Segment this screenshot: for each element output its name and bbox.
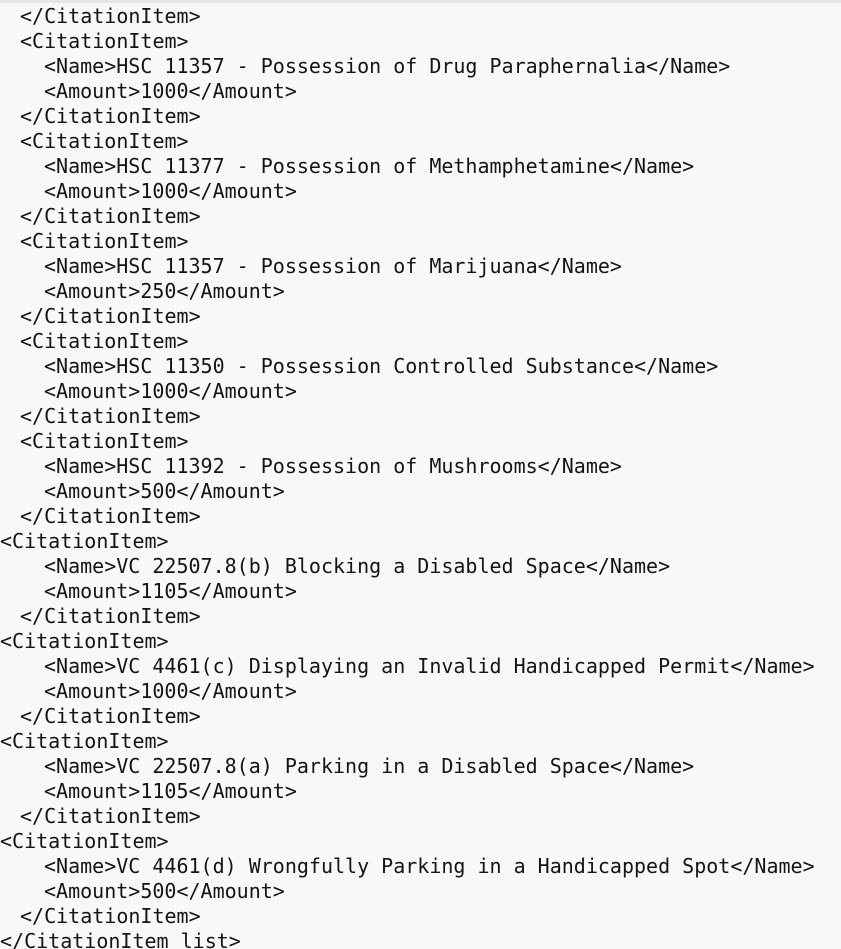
xml-line: </CitationItem> xyxy=(20,604,201,628)
xml-line: <Name>HSC 11350 - Possession Controlled Substance</Name> xyxy=(44,354,719,378)
xml-line: <CitationItem> xyxy=(20,229,189,253)
xml-line: </CitationItem> xyxy=(20,904,201,928)
xml-line: <Name>HSC 11357 - Possession of Marijuana</Name> xyxy=(44,254,622,278)
xml-line: <Name>HSC 11377 - Possession of Methamphetamine</Name> xyxy=(44,154,695,178)
xml-line: <Amount>1000</Amount> xyxy=(44,379,297,403)
xml-line: <CitationItem> xyxy=(20,129,189,153)
xml-line: </CitationItem> xyxy=(20,804,201,828)
xml-line: <Amount>1105</Amount> xyxy=(44,579,297,603)
xml-line: </CitationItem> xyxy=(20,704,201,728)
xml-line: </CitationItem> xyxy=(20,204,201,228)
xml-line: <Name>HSC 11392 - Possession of Mushrooms</Name> xyxy=(44,454,622,478)
xml-line: <Amount>1000</Amount> xyxy=(44,79,297,103)
xml-line: <CitationItem> xyxy=(0,729,169,753)
xml-line: <Name>VC 22507.8(b) Blocking a Disabled Space</Name> xyxy=(44,554,671,578)
xml-line: <CitationItem> xyxy=(20,429,189,453)
xml-line: <Name>VC 22507.8(a) Parking in a Disabled Space</Name> xyxy=(44,754,695,778)
xml-line: </CitationItem> xyxy=(20,4,201,28)
xml-line: <CitationItem> xyxy=(0,829,169,853)
xml-line: <Amount>500</Amount> xyxy=(44,879,285,903)
top-divider xyxy=(0,0,841,3)
xml-line: <CitationItem> xyxy=(0,629,169,653)
xml-line: <Amount>1105</Amount> xyxy=(44,779,297,803)
xml-line: <Name>VC 4461(d) Wrongfully Parking in a Handicapped Spot</Name> xyxy=(44,854,815,878)
xml-line: <Amount>500</Amount> xyxy=(44,479,285,503)
xml-line: </CitationItem list> xyxy=(0,929,241,949)
xml-code-block xyxy=(0,4,815,949)
xml-line: </CitationItem> xyxy=(20,404,201,428)
xml-line: <Amount>1000</Amount> xyxy=(44,179,297,203)
xml-line: </CitationItem> xyxy=(20,104,201,128)
xml-line: <CitationItem> xyxy=(20,29,189,53)
xml-line: <Name>VC 4461(c) Displaying an Invalid Handicapped Permit</Name> xyxy=(44,654,815,678)
xml-line: <Amount>1000</Amount> xyxy=(44,679,297,703)
xml-line: <Amount>250</Amount> xyxy=(44,279,285,303)
xml-line: <Name>HSC 11357 - Possession of Drug Paraphernalia</Name> xyxy=(44,54,731,78)
xml-line: </CitationItem> xyxy=(20,304,201,328)
xml-line: <CitationItem> xyxy=(20,329,189,353)
xml-line: <CitationItem> xyxy=(0,529,169,553)
xml-line: </CitationItem> xyxy=(20,504,201,528)
